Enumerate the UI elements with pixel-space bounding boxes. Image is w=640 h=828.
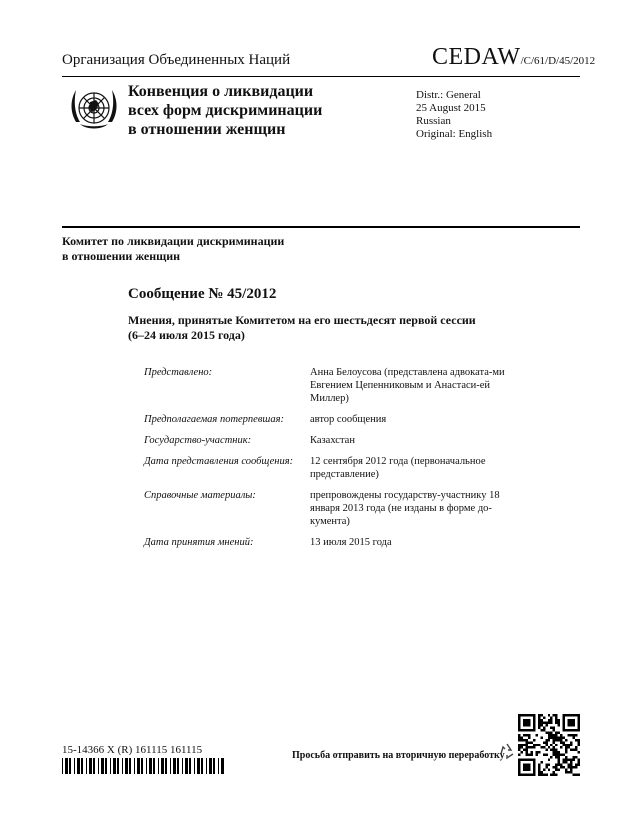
details-row <box>144 455 524 481</box>
section-rule <box>62 226 580 228</box>
document-symbol <box>432 44 595 71</box>
details-value: автор сообщения <box>310 414 387 425</box>
job-number: 15-14366 X (R) 161115 161115 <box>62 744 203 756</box>
details-label: Справочные материалы: <box>144 490 256 501</box>
committee-name-line: Комитет по ликвидации дискриминации <box>62 234 285 248</box>
document-symbol-number: /C/61/D/45/2012 <box>520 55 596 67</box>
details-value: Анна Белоусова (представлена адвоката-ми Евгением Цепенниковым и Анастаси-ей Миллер) <box>310 367 505 404</box>
convention-title-line: в отношении женщин <box>128 121 286 138</box>
organization-name: Организация Объединенных Наций <box>62 52 291 68</box>
committee-name <box>62 234 322 264</box>
un-emblem-icon <box>66 82 122 138</box>
details-row <box>144 413 524 426</box>
qr-code-icon <box>518 714 580 776</box>
details-row <box>144 434 524 447</box>
details-value: 13 июля 2015 года <box>310 537 392 548</box>
views-heading-line: (6–24 июля 2015 года) <box>128 328 245 342</box>
views-heading-line: Мнения, принятые Комитетом на его шестьдесят первой сессии <box>128 313 476 327</box>
convention-title-line: Конвенция о ликвидации <box>128 83 314 100</box>
details-table <box>144 366 524 557</box>
distribution-block <box>416 89 492 141</box>
communication-title: Сообщение № 45/2012 <box>128 286 277 302</box>
details-label: Предполагаемая потерпевшая: <box>144 414 284 425</box>
distribution-line: Distr.: General <box>416 89 481 101</box>
details-row <box>144 366 524 405</box>
details-value: препровождены государству-участнику 18 января 2013 года (не изданы в форме до-кумента) <box>310 490 500 527</box>
distribution-date: 25 August 2015 <box>416 102 486 114</box>
details-label: Дата представления сообщения: <box>144 456 294 467</box>
recycle-note: Просьба отправить на вторичную переработку <box>292 750 505 761</box>
details-label: Представлено: <box>144 367 213 378</box>
details-value: 12 сентября 2012 года (первоначальное представление) <box>310 456 486 480</box>
barcode-icon <box>62 758 224 774</box>
convention-title <box>128 82 368 139</box>
document-symbol-main: CEDAW <box>432 44 521 70</box>
distribution-original: Original: English <box>416 128 493 140</box>
recycle-icon <box>498 742 516 760</box>
details-value: Казахстан <box>310 435 355 446</box>
views-heading <box>128 313 548 343</box>
details-label: Государство-участник: <box>144 435 252 446</box>
convention-title-line: всех форм дискриминации <box>128 102 323 119</box>
distribution-language: Russian <box>416 115 451 127</box>
committee-name-line: в отношении женщин <box>62 249 181 263</box>
details-row <box>144 489 524 528</box>
header-rule <box>62 76 580 77</box>
details-row <box>144 536 524 549</box>
details-label: Дата принятия мнений: <box>144 537 254 548</box>
